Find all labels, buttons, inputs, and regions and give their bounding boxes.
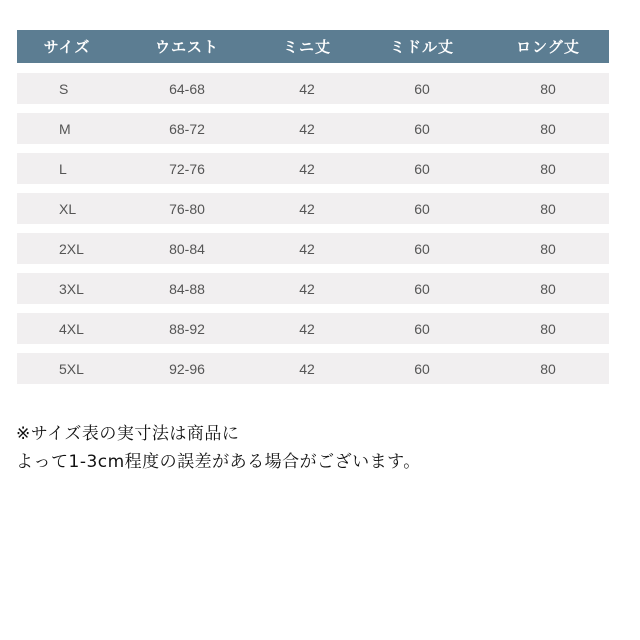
cell-long-length: 80 — [540, 120, 556, 137]
table-row — [17, 273, 609, 304]
cell-long-length: 80 — [540, 280, 556, 297]
cell-size: L — [59, 160, 67, 177]
cell-size: S — [59, 80, 69, 97]
cell-middle-length: 60 — [414, 280, 430, 297]
cell-long-length: 80 — [540, 360, 556, 377]
note-line-2: よって1-3cm程度の誤差がある場合がございます。 — [16, 452, 421, 472]
cell-long-length: 80 — [540, 80, 556, 97]
cell-mini-length: 42 — [299, 280, 315, 297]
cell-middle-length: 60 — [414, 120, 430, 137]
cell-mini-length: 42 — [299, 160, 315, 177]
cell-long-length: 80 — [540, 200, 556, 217]
cell-long-length: 80 — [540, 160, 556, 177]
size-note — [16, 420, 616, 476]
header-mini-length: ミニ丈 — [282, 38, 331, 56]
cell-waist: 84-88 — [169, 280, 205, 297]
cell-size: 5XL — [59, 360, 84, 377]
header-size: サイズ — [43, 38, 91, 56]
cell-mini-length: 42 — [299, 200, 315, 217]
cell-mini-length: 42 — [299, 320, 315, 337]
cell-long-length: 80 — [540, 240, 556, 257]
table-row — [17, 193, 609, 224]
table-row — [17, 233, 609, 264]
table-body — [17, 73, 609, 384]
size-table — [17, 30, 609, 384]
cell-size: 4XL — [59, 320, 84, 337]
cell-waist: 92-96 — [169, 360, 205, 377]
cell-waist: 76-80 — [169, 200, 205, 217]
cell-waist: 68-72 — [169, 120, 205, 137]
cell-size: M — [59, 120, 71, 137]
cell-middle-length: 60 — [414, 80, 430, 97]
cell-mini-length: 42 — [299, 120, 315, 137]
note-line-1: ※サイズ表の実寸法は商品に — [16, 424, 240, 444]
header-long-length: ロング丈 — [516, 38, 580, 56]
cell-middle-length: 60 — [414, 360, 430, 377]
table-row — [17, 353, 609, 384]
cell-waist: 80-84 — [169, 240, 205, 257]
table-row — [17, 113, 609, 144]
cell-size: XL — [59, 200, 77, 217]
cell-size: 3XL — [59, 280, 84, 297]
cell-mini-length: 42 — [299, 240, 315, 257]
cell-long-length: 80 — [540, 320, 556, 337]
table-row — [17, 73, 609, 104]
table-row — [17, 313, 609, 344]
cell-middle-length: 60 — [414, 200, 430, 217]
table-header-row — [17, 30, 609, 63]
cell-middle-length: 60 — [414, 160, 430, 177]
cell-mini-length: 42 — [299, 360, 315, 377]
cell-size: 2XL — [59, 240, 84, 257]
header-spacer — [17, 63, 609, 73]
header-waist: ウエスト — [154, 38, 219, 56]
cell-waist: 88-92 — [169, 320, 205, 337]
header-middle-length: ミドル丈 — [389, 38, 454, 56]
cell-waist: 72-76 — [169, 160, 205, 177]
cell-waist: 64-68 — [169, 80, 205, 97]
cell-mini-length: 42 — [299, 80, 315, 97]
cell-middle-length: 60 — [414, 320, 430, 337]
cell-middle-length: 60 — [414, 240, 430, 257]
table-row — [17, 153, 609, 184]
